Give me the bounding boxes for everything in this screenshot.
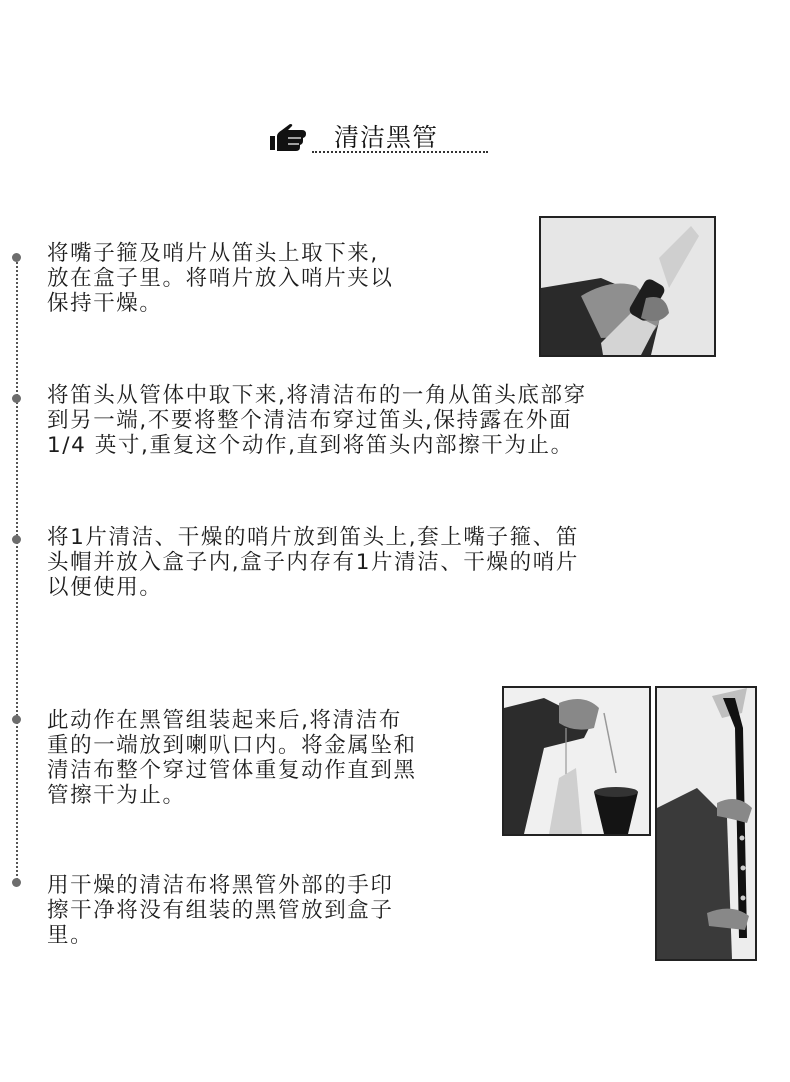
step-line: 以便使用。: [47, 575, 163, 600]
pointing-hand-icon: [270, 124, 308, 154]
step-line: 头帽并放入盒子内,盒子内存有1片清洁、干燥的哨片: [47, 550, 579, 575]
bullet-dot-icon: [12, 535, 21, 544]
step-line: 将笛头从管体中取下来,将清洁布的一角从笛头底部穿: [47, 383, 587, 408]
step-line: 此动作在黑管组装起来后,将清洁布: [47, 708, 402, 733]
step-line: 放在盒子里。将哨片放入哨片夹以: [47, 266, 394, 291]
step-4-text: [47, 708, 417, 808]
step-5-text: [47, 873, 394, 948]
bullet-dot-icon: [12, 394, 21, 403]
step-2-text: [47, 383, 587, 458]
step-line: 重的一端放到喇叭口内。将金属坠和: [47, 733, 417, 758]
step-line: 1/4 英寸,重复这个动作,直到将笛头内部擦干为止。: [47, 433, 574, 458]
timeline-line: [16, 254, 18, 884]
step-line: 用干燥的清洁布将黑管外部的手印: [47, 873, 394, 898]
bullet-dot-icon: [12, 878, 21, 887]
step-line: 里。: [47, 923, 94, 948]
step-1-text: [47, 241, 394, 316]
photo-reed-removal: [539, 216, 716, 357]
photo-cloth-through-bell: [502, 686, 651, 836]
bullet-dot-icon: [12, 715, 21, 724]
step-line: 擦干净将没有组装的黑管放到盒子: [47, 898, 394, 923]
step-line: 清洁布整个穿过管体重复动作直到黑: [47, 758, 417, 783]
step-line: 将1片清洁、干燥的哨片放到笛头上,套上嘴子箍、笛: [47, 525, 579, 550]
step-line: 到另一端,不要将整个清洁布穿过笛头,保持露在外面: [47, 408, 573, 433]
photo-clarinet-wipe: [655, 686, 757, 961]
step-3-text: [47, 525, 579, 600]
bullet-dot-icon: [12, 253, 21, 262]
page-title: 清洁黑管: [334, 123, 439, 152]
section-header: [270, 118, 490, 158]
step-line: 管擦干为止。: [47, 783, 186, 808]
title-underline: [312, 151, 488, 153]
step-line: 保持干燥。: [47, 291, 163, 316]
step-line: 将嘴子箍及哨片从笛头上取下来,: [47, 241, 379, 266]
